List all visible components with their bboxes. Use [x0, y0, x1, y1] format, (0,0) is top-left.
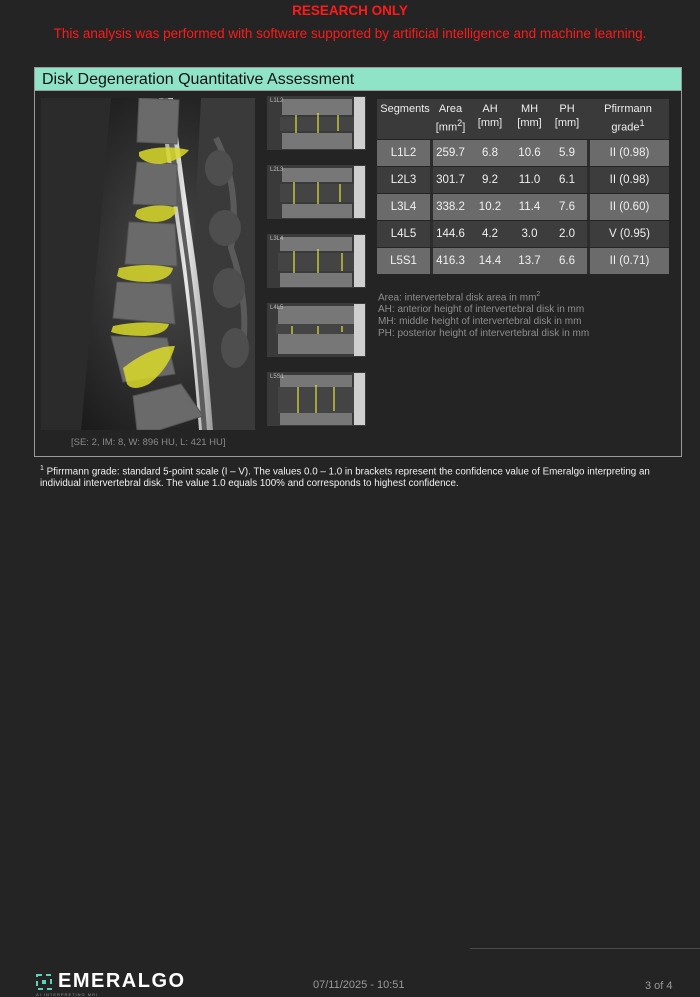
footnote-text: Pfirrmann grade: standard 5-point scale (I – V). The values 0.0 – 1.0 in brackets represent the confidence value of Emeralgo interpreting an individual intervertebral disk. The value 1.0 equals 100% and corresponds to highest confidence. [40, 466, 650, 490]
legend-ah: AH: anterior height of intervertebral disk in mm [378, 304, 585, 316]
cell-ah: 9.2 [468, 167, 512, 193]
header-mh: MH [mm] [512, 99, 547, 139]
cell-ph: 7.6 [547, 194, 587, 220]
cell-mh: 10.6 [512, 140, 547, 166]
cell-grade: V (0.95) [587, 221, 669, 247]
cell-ah: 14.4 [468, 248, 512, 274]
footnote-marker: 1 [40, 465, 44, 472]
report-date: 07/11/2025 - 10:51 [313, 979, 405, 991]
cell-area: 338.2 [433, 194, 468, 220]
cell-ah: 10.2 [468, 194, 512, 220]
cell-grade: II (0.71) [587, 248, 669, 274]
header-grade: Pfirrmann grade$^1$ [587, 99, 669, 139]
header-area: Area $[mm^2]$ [433, 99, 468, 139]
thumbnail-l5s1 [267, 372, 366, 426]
header-ah: AH [mm] [468, 99, 512, 139]
table-header-row [377, 99, 669, 139]
thumbnail-l3l4 [267, 234, 366, 288]
cell-mh: 11.0 [512, 167, 547, 193]
page-number: 3 of 4 [645, 980, 673, 992]
emeralgo-logo [36, 970, 186, 993]
footnote [40, 463, 665, 490]
cell-mh: 13.7 [512, 248, 547, 274]
header-ph: PH [mm] [547, 99, 587, 139]
cell-ah: 4.2 [468, 221, 512, 247]
cell-grade: II (0.60) [587, 194, 669, 220]
table-row [377, 140, 669, 166]
legend-area: Area: intervertebral disk area in $mm^2$ [378, 291, 541, 304]
thumbnail-label: L1L2 [270, 98, 284, 104]
logo-text: EMERALGO [58, 970, 186, 992]
cell-ph: 6.1 [547, 167, 587, 193]
cell-segment: L1L2 [377, 140, 433, 166]
header-segments: Segments [377, 99, 433, 139]
cell-area: 259.7 [433, 140, 468, 166]
legend-mh: MH: middle height of intervertebral disk in mm [378, 316, 582, 328]
cell-segment: L3L4 [377, 194, 433, 220]
logo-tagline: AI INTERPRETING MRI [36, 992, 99, 997]
thumbnail-l1l2 [267, 96, 366, 150]
cell-grade: II (0.98) [587, 140, 669, 166]
legend-ph: PH: posterior height of intervertebral disk in mm [378, 328, 590, 340]
cell-area: 416.3 [433, 248, 468, 274]
cell-segment: L2L3 [377, 167, 433, 193]
thumbnail-label: L3L4 [270, 236, 284, 242]
banner-title: RESEARCH ONLY [292, 3, 408, 18]
cell-ph: 6.6 [547, 248, 587, 274]
sagittal-mri-image [41, 98, 255, 430]
cell-area: 144.6 [433, 221, 468, 247]
footer-divider [470, 948, 700, 949]
cell-segment: L4L5 [377, 221, 433, 247]
table-row [377, 167, 669, 193]
cell-ph: 2.0 [547, 221, 587, 247]
cell-segment: L5S1 [377, 248, 433, 274]
table-row [377, 248, 669, 274]
panel-title: Disk Degeneration Quantitative Assessment [35, 68, 681, 91]
thumbnail-l4l5 [267, 303, 366, 357]
thumbnail-label: L5S1 [270, 374, 285, 380]
assessment-panel [34, 67, 682, 457]
cell-area: 301.7 [433, 167, 468, 193]
table-row [377, 221, 669, 247]
image-caption: [SE: 2, IM: 8, W: 896 HU, L: 421 HU] [71, 437, 226, 448]
cell-ah: 6.8 [468, 140, 512, 166]
cell-mh: 3.0 [512, 221, 547, 247]
abbreviation-legend [378, 289, 589, 340]
cell-grade: II (0.98) [587, 167, 669, 193]
cell-mh: 11.4 [512, 194, 547, 220]
logo-mark-icon [36, 974, 52, 990]
measurements-table [377, 98, 669, 275]
table-row [377, 194, 669, 220]
cell-ph: 5.9 [547, 140, 587, 166]
thumbnail-label: L2L3 [270, 167, 284, 173]
banner-subtitle: This analysis was performed with software supported by artificial intelligence and machine learning. [53, 26, 647, 41]
thumbnail-label: L4L5 [270, 305, 284, 311]
thumbnail-l2l3 [267, 165, 366, 219]
